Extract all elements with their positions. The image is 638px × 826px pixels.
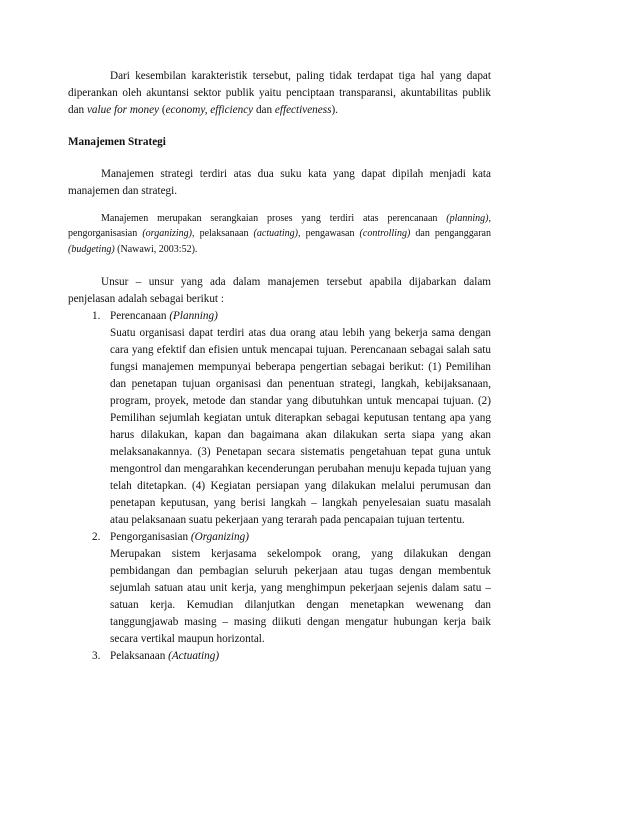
intro-italic-value-for-money: value for money <box>86 104 160 116</box>
list-title-text: Perencanaan <box>110 309 170 322</box>
management-elements-list <box>68 308 491 665</box>
quote-text: Manajemen merupakan serangkaian proses yang terdiri atas perencanaan <box>101 213 447 224</box>
quote-italic-term: (actuating) <box>253 228 298 240</box>
quote-italic-term: (organizing) <box>142 228 192 240</box>
list-title-italic: (Organizing) <box>190 530 249 543</box>
list-item <box>68 529 491 648</box>
definition-quote <box>68 211 491 257</box>
intro-text-end: ). <box>331 104 338 116</box>
quote-text: , pengorganisasian <box>68 213 491 240</box>
list-number: 2. <box>92 530 101 543</box>
list-item-title <box>110 529 491 546</box>
list-item <box>68 648 491 665</box>
quote-citation: (Nawawi, 2003:52). <box>114 243 198 255</box>
list-item-title <box>110 308 491 325</box>
list-number: 1. <box>92 309 101 322</box>
quote-italic-term: (controlling) <box>359 228 411 240</box>
quote-text: dan penganggaran <box>410 228 491 240</box>
section-heading: Manajemen Strategi <box>68 136 166 148</box>
intro-paragraph <box>68 68 491 119</box>
intro-text-open: ( <box>159 104 166 116</box>
list-intro-paragraph: Unsur – unsur yang ada dalam manajemen tersebut apabila dijabarkan dalam penjelasan adalah sebagai berikut : <box>68 275 491 305</box>
intro-text: Dari kesembilan karakteristik tersebut, paling tidak terdapat tiga hal yang dapat diperankan oleh akuntansi sektor publik yaitu penciptaan transparansi, akuntabilitas publik dan <box>68 70 491 116</box>
list-title-italic: (Actuating) <box>168 649 220 662</box>
quote-text: , pelaksanaan <box>191 228 254 240</box>
list-title-text: Pengorganisasian <box>110 530 191 543</box>
section-paragraph: Manajemen strategi terdiri atas dua suku kata yang dapat dipilah menjadi kata manajemen dan strategi. <box>68 168 491 197</box>
list-item-title <box>110 648 491 665</box>
intro-italic-effectiveness: effectiveness <box>274 104 332 116</box>
quote-text: , pengawasan <box>297 228 360 240</box>
intro-text-dan: dan <box>253 104 275 116</box>
list-item <box>68 308 491 529</box>
intro-italic-economy: economy, efficiency <box>165 104 254 116</box>
quote-italic-term: (budgeting) <box>68 243 115 255</box>
document-page <box>68 68 491 665</box>
quote-italic-term: (planning) <box>446 213 489 224</box>
list-title-italic: (Planning) <box>169 309 218 322</box>
list-item-description: Merupakan sistem kerjasama sekelompok orang, yang dilakukan dengan pembidangan dan pembagian seluruh pekerjaan atau tugas dengan membentuk sejumlah satuan atau unit kerja, yang menghimpun pekerjaan sejenis dalam satu – satuan kerja. Kemudian dilanjutkan dengan menetapkan wewenang dan tanggungjawab masing – masing diikuti dengan mengatur hubungan kerja baik secara vertikal maupun horizontal. <box>110 547 491 645</box>
list-item-description: Suatu organisasi dapat terdiri atas dua orang atau lebih yang bekerja sama dengan cara yang efektif dan efisien untuk mencapai tujuan. Perencanaan sebagai salah satu fungsi manajemen mempunyai beberapa pengertian sebagai berikut: (1) Pemilihan dan penetapan tujuan organisasi dan penentuan strategi, langkah, kebijaksanaan, program, proyek, metode dan standar yang dibutuhkan untuk mencapai tujuan. (2) Pemilihan sejumlah kegiatan untuk diterapkan sebagai keputusan tentang apa yang harus dilakukan, kapan dan bagaimana akan dilakukan serta siapa yang akan melaksanakannya. (3) Penetapan secara sistematis pengetahuan tepat guna untuk mengontrol dan mengarahkan kecenderungan perubahan menuju kepada tujuan yang telah ditetapkan. (4) Kegiatan persiapan yang dilakukan melalui perumusan dan penetapan keputusan, yang berisi langkah – langkah penyelesaian suatu masalah atau pelaksanaan suatu pekerjaan yang terarah pada pencapaian tujuan tertentu. <box>110 326 491 526</box>
list-title-text: Pelaksanaan <box>110 649 169 662</box>
list-number: 3. <box>92 649 101 662</box>
